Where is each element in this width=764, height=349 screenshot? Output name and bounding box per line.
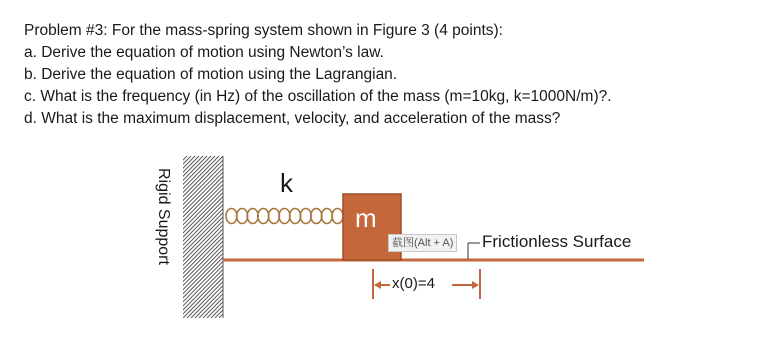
hatch-line bbox=[0, 156, 155, 318]
hatch-line bbox=[0, 156, 151, 318]
problem-part-d: d. What is the maximum displacement, velocity, and acceleration of the mass? bbox=[24, 110, 561, 127]
problem-part-a: a. Derive the equation of motion using Newton’s law. bbox=[24, 44, 384, 61]
right-arrowhead-icon bbox=[472, 281, 479, 289]
spring-constant-label: k bbox=[280, 168, 293, 198]
hatch-line bbox=[43, 156, 203, 318]
problem-part-c: c. What is the frequency (in Hz) of the oscillation of the mass (m=10kg, k=1000N/m)?. bbox=[24, 88, 612, 105]
hatch-line bbox=[0, 156, 159, 318]
rigid-support-label: Rigid Support bbox=[155, 168, 172, 265]
hatch-line bbox=[99, 156, 259, 318]
problem-part-b: b. Derive the equation of motion using the Lagrangian. bbox=[24, 66, 398, 83]
mass-label: m bbox=[355, 203, 377, 233]
screenshot-tooltip: 截图(Alt + A) bbox=[388, 234, 457, 252]
hatch-line bbox=[0, 156, 127, 318]
rigid-support-hatch bbox=[0, 156, 379, 318]
problem-title: Problem #3: For the mass-spring system shown in Figure 3 (4 points): bbox=[24, 22, 503, 39]
spring bbox=[226, 209, 343, 224]
hatch-line bbox=[0, 156, 135, 318]
hatch-line bbox=[11, 156, 171, 318]
hatch-line bbox=[0, 156, 143, 318]
hatch-line bbox=[0, 156, 131, 318]
hatch-line bbox=[0, 156, 139, 318]
hatch-line bbox=[3, 156, 163, 318]
left-arrowhead-icon bbox=[374, 281, 381, 289]
hatch-line bbox=[0, 156, 147, 318]
hatch-line bbox=[7, 156, 167, 318]
frictionless-surface-label: Frictionless Surface bbox=[482, 232, 632, 251]
initial-displacement-label: x(0)=4 bbox=[392, 275, 435, 292]
hatch-line bbox=[0, 156, 123, 318]
